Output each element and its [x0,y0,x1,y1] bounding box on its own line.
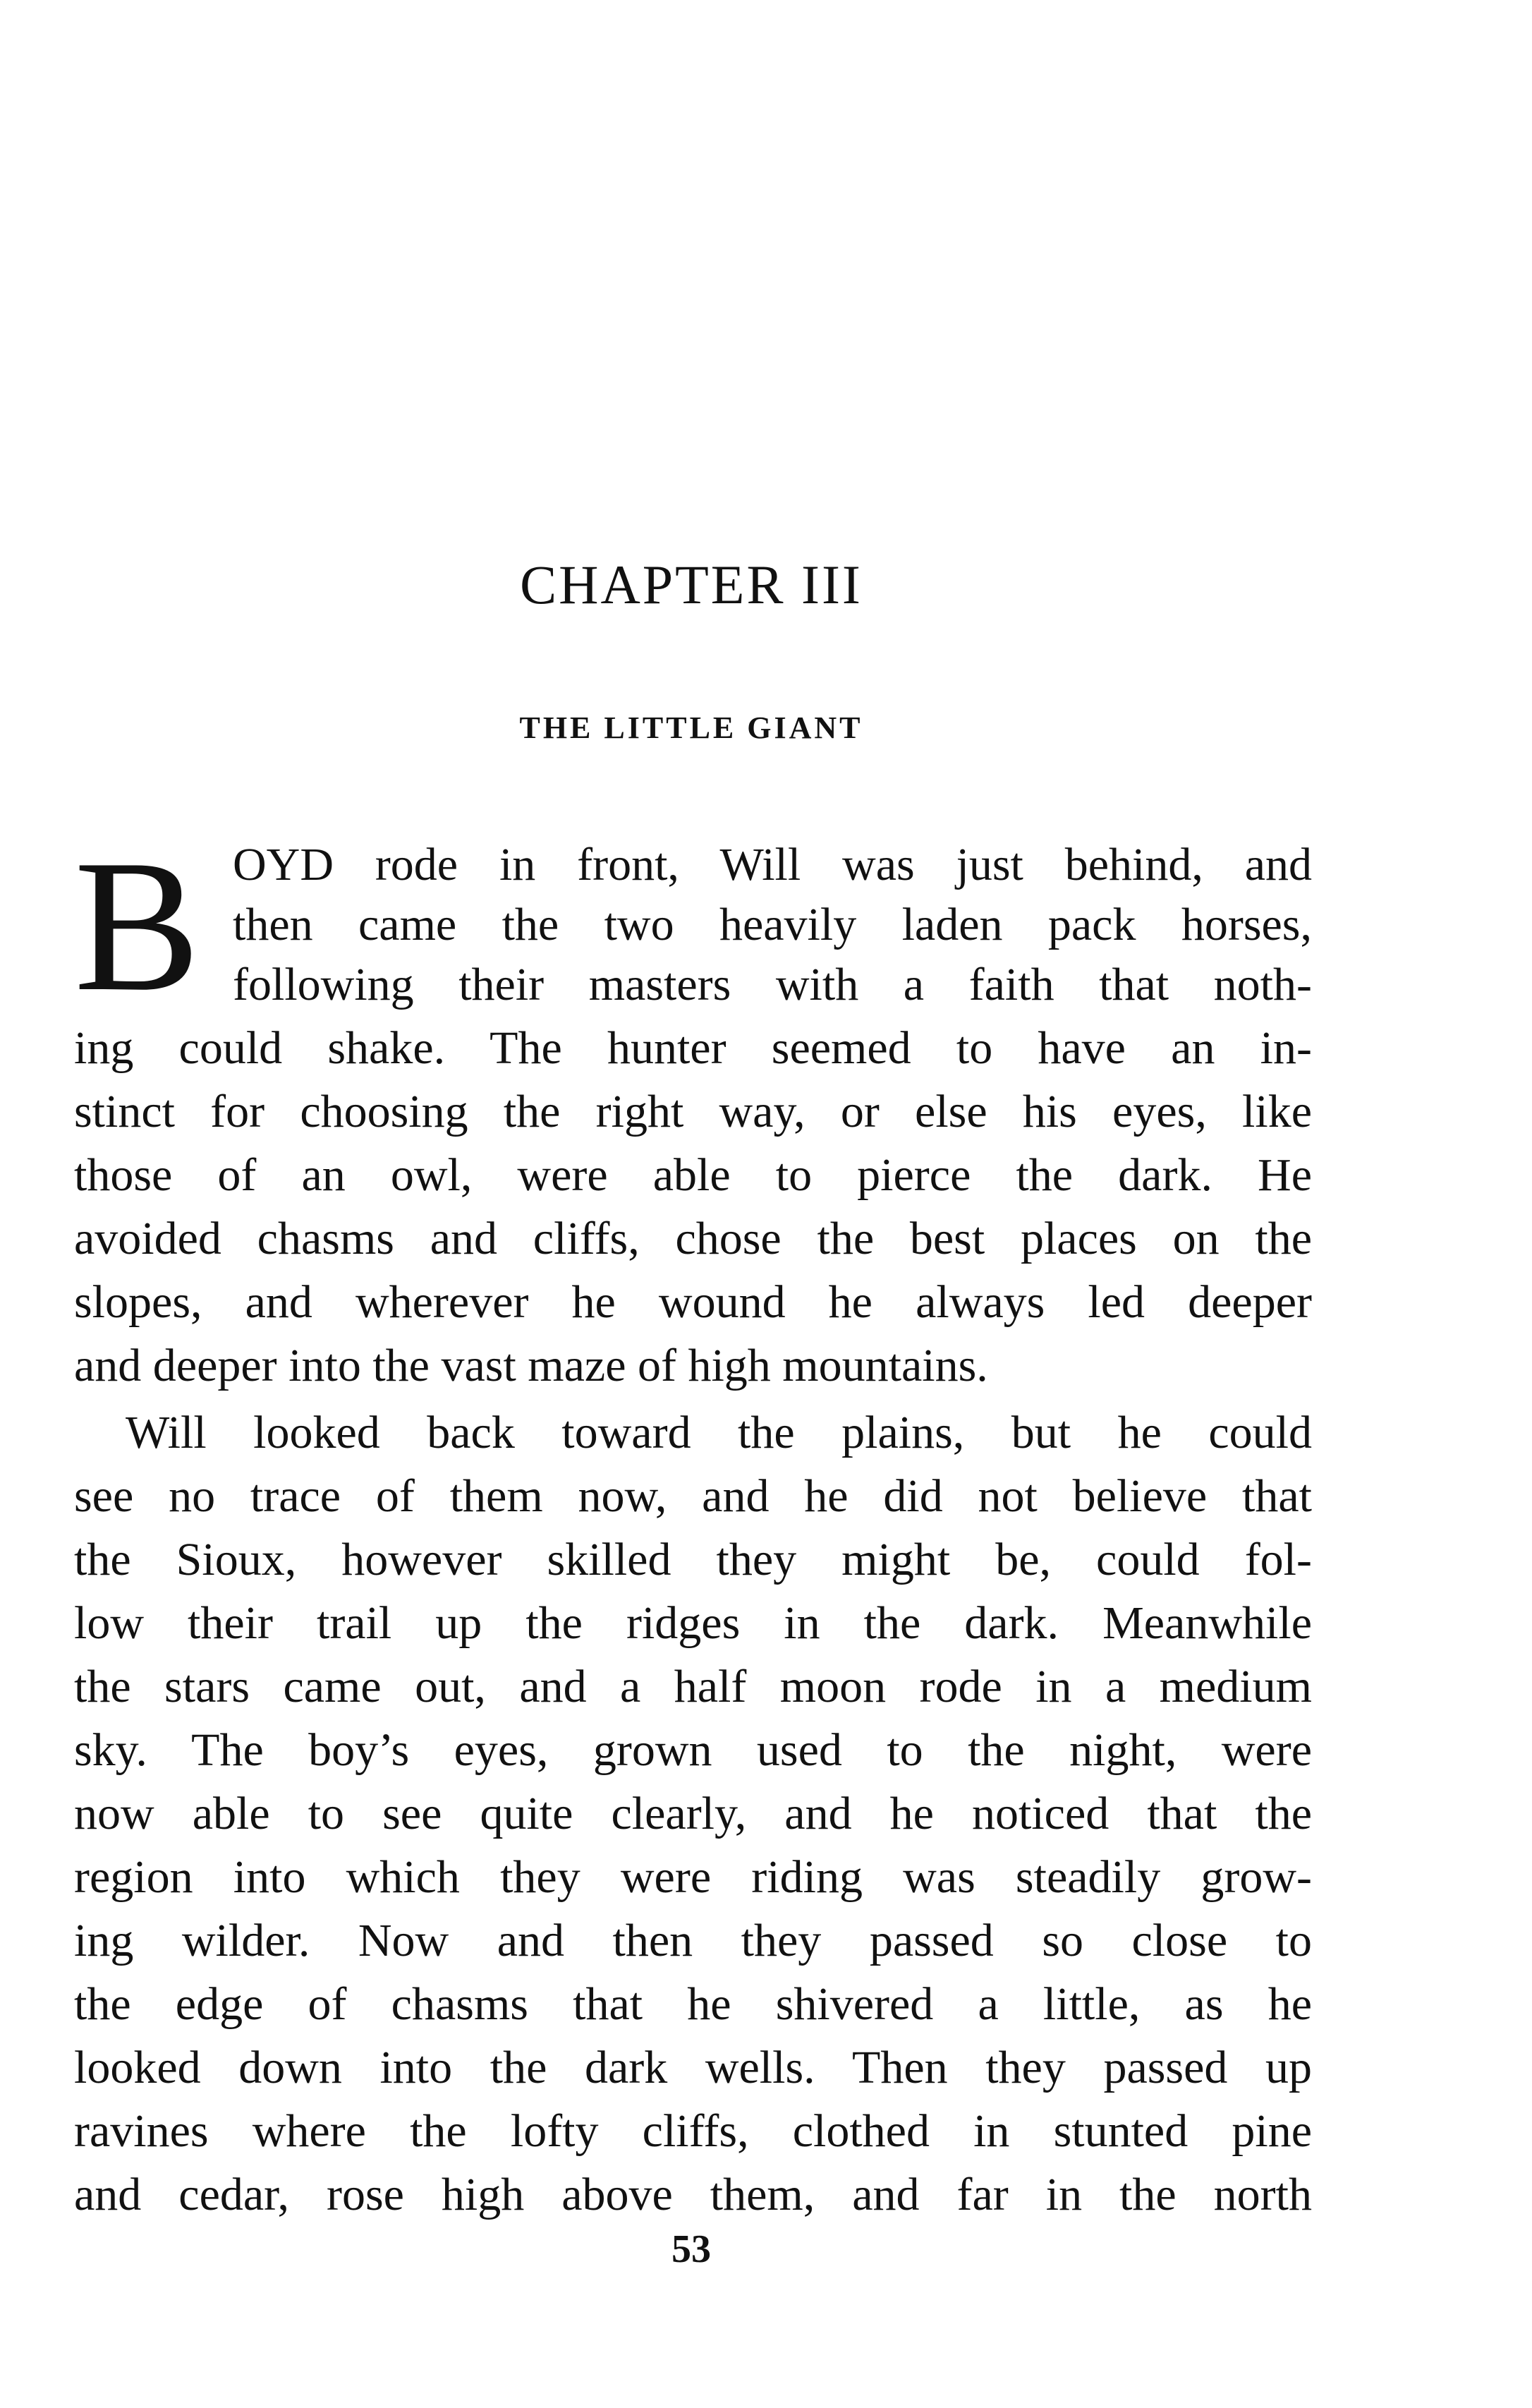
text-line: OYD rode in front, Will was just behind, and [233,839,1312,890]
text-line: those of an owl, were able to pierce the dark. He [74,1149,1312,1201]
text-line: ing could shake. The hunter seemed to have an in- [74,1022,1312,1074]
text-line: avoided chasms and cliffs, chose the best places on the [74,1213,1312,1264]
page-number: 53 [671,2227,711,2271]
text-line: looked down into the dark wells. Then they passed up [74,2042,1312,2093]
text-line: low their trail up the ridges in the dark. Meanwhile [74,1597,1312,1649]
drop-cap: B [74,821,200,1030]
text-line: region into which they were riding was steadily grow- [74,1851,1312,1903]
text-line: stinct for choosing the right way, or else his eyes, like [74,1086,1312,1137]
text-line: and deeper into the vast maze of high mountains. [74,1340,988,1391]
text-line: ravines where the lofty cliffs, clothed in stunted pine [74,2105,1312,2157]
text-line: now able to see quite clearly, and he noticed that the [74,1788,1312,1839]
text-line: following their masters with a faith that noth- [233,959,1312,1010]
text-line: ing wilder. Now and then they passed so close to [74,1915,1312,1966]
text-line: Will looked back toward the plains, but he could [126,1407,1312,1458]
text-line: and cedar, rose high above them, and far in the north [74,2169,1312,2220]
chapter-subtitle: THE LITTLE GIANT [519,710,863,745]
chapter-title: CHAPTER III [520,554,863,615]
text-line: sky. The boy’s eyes, grown used to the night, were [74,1724,1312,1776]
text-line: slopes, and wherever he wound he always led deeper [74,1276,1312,1328]
text-line: the Sioux, however skilled they might be, could fol- [74,1534,1312,1585]
text-line: the stars came out, and a half moon rode in a medium [74,1661,1312,1712]
text-line: then came the two heavily laden pack horses, [233,899,1312,950]
text-line: see no trace of them now, and he did not believe that [74,1470,1312,1522]
text-line: the edge of chasms that he shivered a little, as he [74,1978,1312,2030]
